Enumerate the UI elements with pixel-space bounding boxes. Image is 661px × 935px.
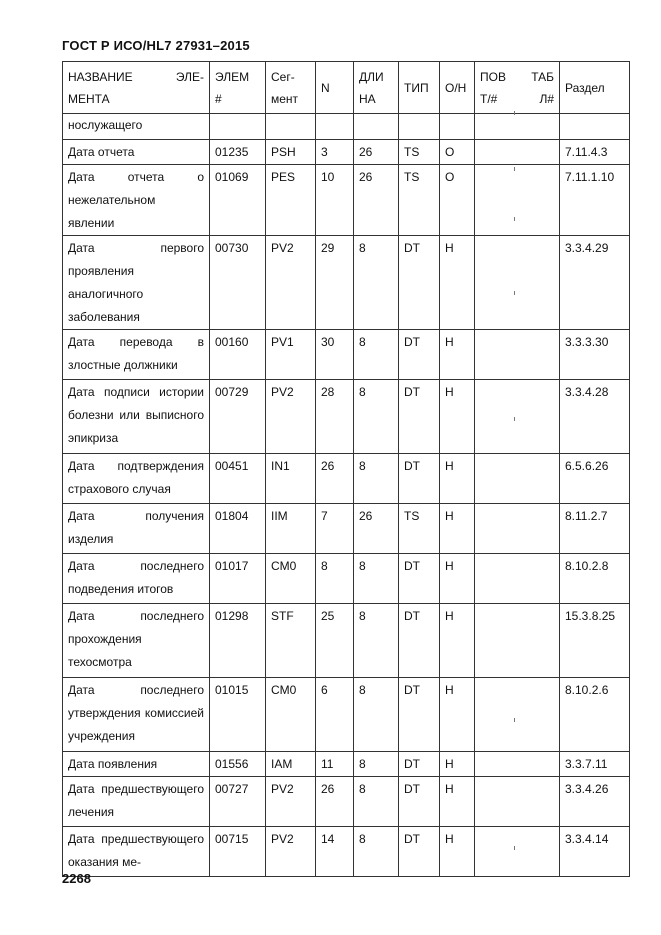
- cell-repeat-table: [475, 236, 560, 330]
- cell-element-number: 00451: [210, 454, 266, 504]
- cell-optionality: H: [440, 236, 475, 330]
- cell-type: TS: [399, 140, 440, 165]
- header-repeat-table: ПОВ ТАБ Т/# Л#: [475, 62, 560, 114]
- cell-length: 8: [354, 752, 399, 777]
- cell-optionality: H: [440, 827, 475, 877]
- table-row: [63, 504, 630, 554]
- cell-segment: CM0: [266, 678, 316, 752]
- cell-n: 30: [316, 330, 354, 380]
- cell-section: 3.3.3.30: [560, 330, 630, 380]
- cell-optionality: H: [440, 554, 475, 604]
- cell-optionality: O: [440, 140, 475, 165]
- cell-repeat-table: [475, 114, 560, 140]
- cell-section: 8.10.2.6: [560, 678, 630, 752]
- cell-optionality: [440, 114, 475, 140]
- table-row: [63, 827, 630, 877]
- cell-element-number: 00160: [210, 330, 266, 380]
- cell-section: 3.3.4.14: [560, 827, 630, 877]
- cell-segment: PV2: [266, 236, 316, 330]
- cell-type: [399, 114, 440, 140]
- cell-repeat-table: [475, 140, 560, 165]
- table-header-row: [63, 62, 630, 114]
- cell-section: 15.3.8.25: [560, 604, 630, 678]
- cell-element-name: Дата получения изделия: [63, 504, 210, 554]
- table-row: [63, 604, 630, 678]
- cell-optionality: H: [440, 504, 475, 554]
- table-divider-mark: [514, 846, 518, 850]
- cell-section: 6.5.6.26: [560, 454, 630, 504]
- cell-element-number: 00729: [210, 380, 266, 454]
- cell-repeat-table: [475, 330, 560, 380]
- header-section: Раздел: [560, 62, 630, 114]
- header-element-number: ЭЛЕМ #: [210, 62, 266, 114]
- cell-length: 8: [354, 678, 399, 752]
- cell-section: 3.3.7.11: [560, 752, 630, 777]
- cell-optionality: H: [440, 604, 475, 678]
- cell-section: 3.3.4.29: [560, 236, 630, 330]
- cell-n: 25: [316, 604, 354, 678]
- table-row: [63, 165, 630, 236]
- cell-type: DT: [399, 604, 440, 678]
- table-row: [63, 380, 630, 454]
- cell-length: 26: [354, 140, 399, 165]
- cell-segment: STF: [266, 604, 316, 678]
- cell-n: 11: [316, 752, 354, 777]
- cell-type: DT: [399, 380, 440, 454]
- cell-element-name: Дата первого проявления аналогичного заболевания: [63, 236, 210, 330]
- cell-element-name: Дата отчета: [63, 140, 210, 165]
- cell-segment: PV2: [266, 777, 316, 827]
- table-row: [63, 752, 630, 777]
- table-divider-mark: [514, 111, 518, 115]
- cell-element-number: 00730: [210, 236, 266, 330]
- cell-element-name: Дата появления: [63, 752, 210, 777]
- header-type: ТИП: [399, 62, 440, 114]
- cell-segment: IIM: [266, 504, 316, 554]
- cell-type: DT: [399, 827, 440, 877]
- cell-section: 3.3.4.28: [560, 380, 630, 454]
- header-optionality: О/Н: [440, 62, 475, 114]
- cell-repeat-table: [475, 827, 560, 877]
- cell-type: DT: [399, 752, 440, 777]
- cell-length: 8: [354, 236, 399, 330]
- table-row: [63, 140, 630, 165]
- table-divider-mark: [514, 417, 518, 421]
- cell-segment: PV2: [266, 380, 316, 454]
- cell-section: [560, 114, 630, 140]
- cell-section: 3.3.4.26: [560, 777, 630, 827]
- cell-element-name: нослужащего: [63, 114, 210, 140]
- cell-optionality: H: [440, 752, 475, 777]
- cell-segment: CM0: [266, 554, 316, 604]
- table-row: [63, 236, 630, 330]
- cell-segment: PSH: [266, 140, 316, 165]
- cell-n: 26: [316, 454, 354, 504]
- cell-element-number: 00715: [210, 827, 266, 877]
- cell-element-name: Дата последнего утверждения комиссией учреждения: [63, 678, 210, 752]
- cell-element-name: Дата последнего прохождения техосмотра: [63, 604, 210, 678]
- cell-segment: [266, 114, 316, 140]
- header-length: ДЛИ НА: [354, 62, 399, 114]
- cell-length: 8: [354, 330, 399, 380]
- cell-segment: PES: [266, 165, 316, 236]
- page-number: 2268: [62, 871, 91, 886]
- cell-repeat-table: [475, 504, 560, 554]
- element-table: [62, 61, 630, 877]
- cell-repeat-table: [475, 454, 560, 504]
- cell-n: 10: [316, 165, 354, 236]
- cell-type: DT: [399, 236, 440, 330]
- cell-section: 8.11.2.7: [560, 504, 630, 554]
- cell-type: TS: [399, 504, 440, 554]
- table-divider-mark: [514, 167, 518, 171]
- header-segment: Сег- мент: [266, 62, 316, 114]
- cell-repeat-table: [475, 554, 560, 604]
- cell-type: DT: [399, 554, 440, 604]
- cell-n: 6: [316, 678, 354, 752]
- table-row: [63, 114, 630, 140]
- table-divider-mark: [514, 291, 518, 295]
- cell-optionality: H: [440, 777, 475, 827]
- cell-element-name: Дата отчета о нежелательном явлении: [63, 165, 210, 236]
- cell-n: 26: [316, 777, 354, 827]
- cell-type: DT: [399, 678, 440, 752]
- cell-element-number: [210, 114, 266, 140]
- cell-section: 7.11.4.3: [560, 140, 630, 165]
- cell-element-number: 01298: [210, 604, 266, 678]
- cell-element-name: Дата предшествующего лечения: [63, 777, 210, 827]
- cell-optionality: O: [440, 165, 475, 236]
- cell-repeat-table: [475, 777, 560, 827]
- cell-repeat-table: [475, 678, 560, 752]
- cell-element-name: Дата предшествующего оказания ме-: [63, 827, 210, 877]
- cell-repeat-table: [475, 752, 560, 777]
- cell-element-name: Дата последнего подведения итогов: [63, 554, 210, 604]
- cell-segment: IAM: [266, 752, 316, 777]
- cell-element-number: 01015: [210, 678, 266, 752]
- cell-length: 8: [354, 380, 399, 454]
- cell-optionality: H: [440, 678, 475, 752]
- cell-type: DT: [399, 777, 440, 827]
- table-row: [63, 554, 630, 604]
- cell-type: DT: [399, 330, 440, 380]
- cell-n: 7: [316, 504, 354, 554]
- header-element-name: НАЗВАНИЕ ЭЛЕ- МЕНТА: [63, 62, 210, 114]
- document-title: ГОСТ Р ИСО/HL7 27931–2015: [62, 38, 250, 53]
- cell-element-number: 01017: [210, 554, 266, 604]
- table-row: [63, 330, 630, 380]
- cell-length: [354, 114, 399, 140]
- cell-element-number: 01804: [210, 504, 266, 554]
- table-row: [63, 454, 630, 504]
- cell-segment: PV2: [266, 827, 316, 877]
- cell-length: 8: [354, 777, 399, 827]
- cell-n: 8: [316, 554, 354, 604]
- header-n: N: [316, 62, 354, 114]
- cell-length: 8: [354, 827, 399, 877]
- cell-length: 8: [354, 454, 399, 504]
- cell-segment: PV1: [266, 330, 316, 380]
- table-row: [63, 777, 630, 827]
- cell-element-number: 01235: [210, 140, 266, 165]
- cell-n: 14: [316, 827, 354, 877]
- cell-optionality: H: [440, 454, 475, 504]
- cell-n: 3: [316, 140, 354, 165]
- cell-length: 26: [354, 165, 399, 236]
- cell-length: 8: [354, 604, 399, 678]
- cell-type: DT: [399, 454, 440, 504]
- cell-repeat-table: [475, 165, 560, 236]
- cell-length: 8: [354, 554, 399, 604]
- cell-element-number: 00727: [210, 777, 266, 827]
- table-divider-mark: [514, 217, 518, 221]
- cell-element-number: 01556: [210, 752, 266, 777]
- table-divider-mark: [514, 718, 518, 722]
- cell-section: 7.11.1.10: [560, 165, 630, 236]
- cell-n: [316, 114, 354, 140]
- cell-n: 28: [316, 380, 354, 454]
- table-row: [63, 678, 630, 752]
- cell-element-name: Дата подтверждения страхового случая: [63, 454, 210, 504]
- cell-element-name: Дата перевода в злостные должники: [63, 330, 210, 380]
- cell-section: 8.10.2.8: [560, 554, 630, 604]
- cell-element-name: Дата подписи истории болезни или выписного эпикриза: [63, 380, 210, 454]
- cell-type: TS: [399, 165, 440, 236]
- cell-repeat-table: [475, 604, 560, 678]
- cell-length: 26: [354, 504, 399, 554]
- cell-segment: IN1: [266, 454, 316, 504]
- cell-optionality: H: [440, 380, 475, 454]
- cell-n: 29: [316, 236, 354, 330]
- cell-element-number: 01069: [210, 165, 266, 236]
- cell-optionality: H: [440, 330, 475, 380]
